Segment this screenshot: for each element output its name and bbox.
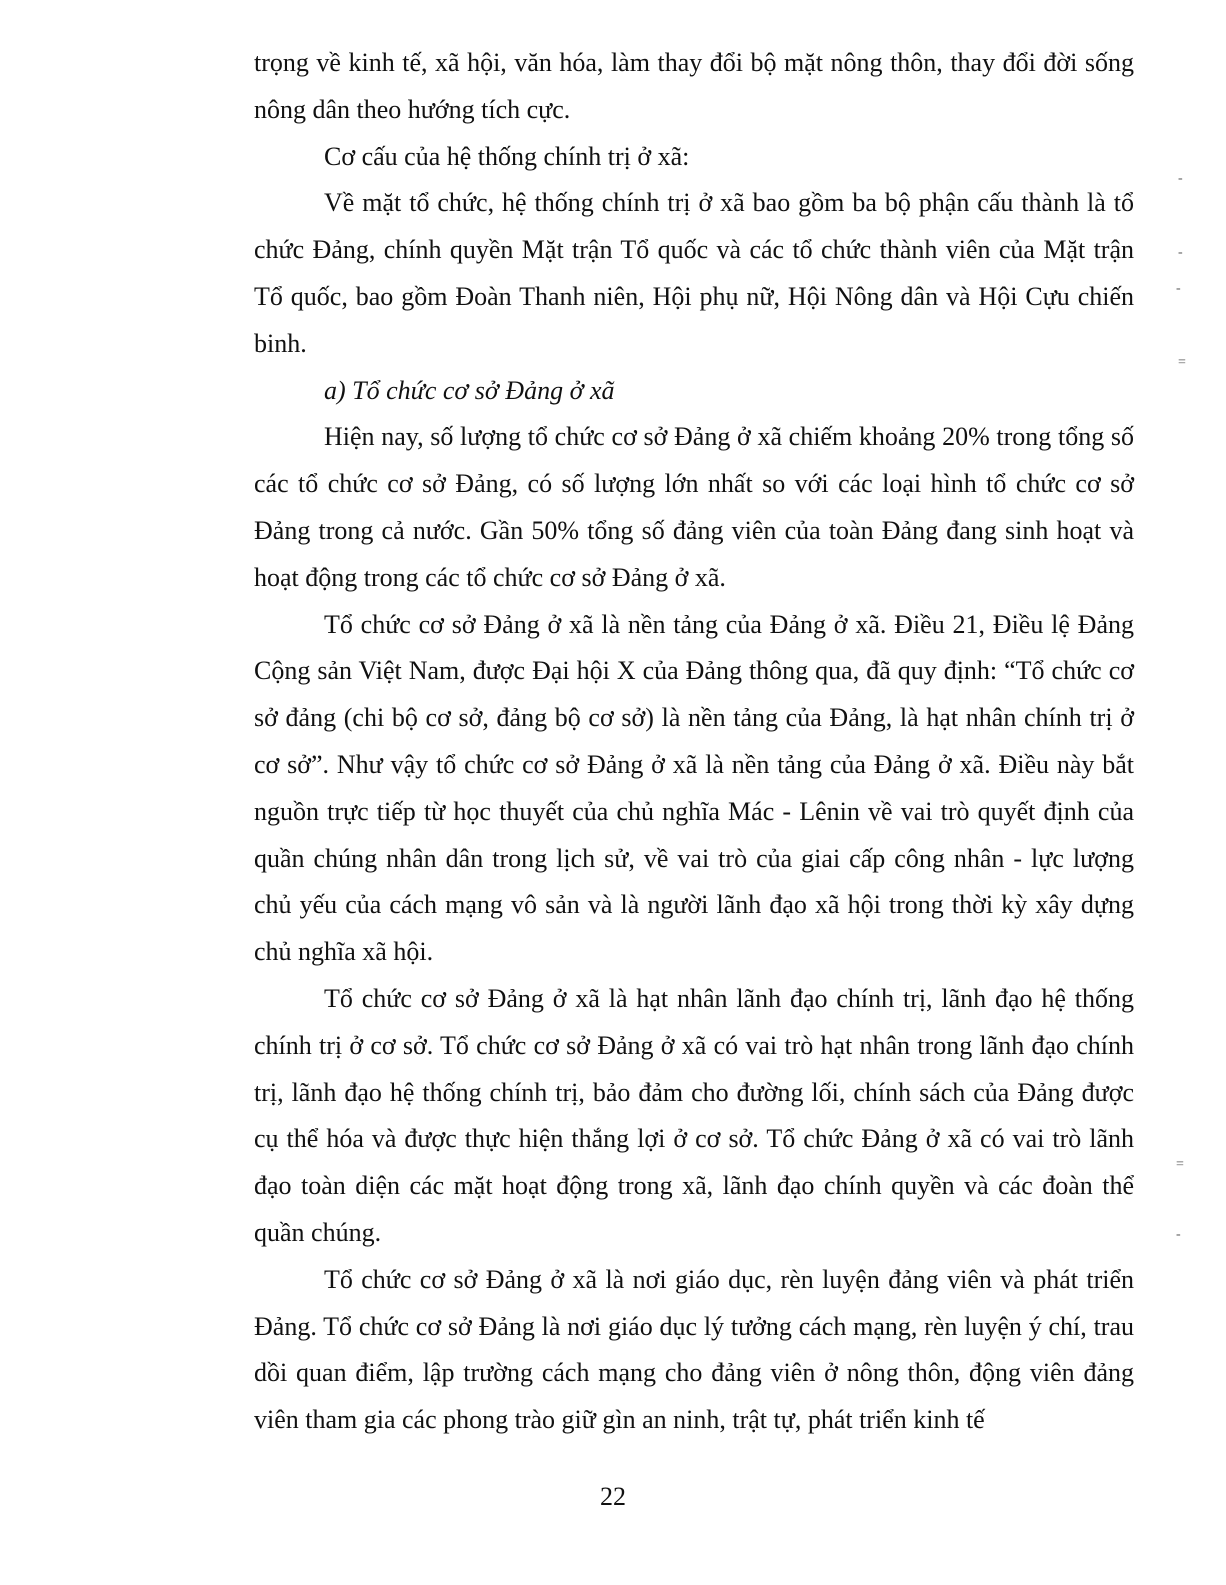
scan-speck: - — [1176, 1227, 1181, 1242]
scan-speck: = — [1178, 355, 1186, 370]
paragraph-5: Tổ chức cơ sở Đảng ở xã là nền tảng của Đảng ở xã. Điều 21, Điều lệ Đảng Cộng sản Việt Nam, được Đại hội X của Đảng thông qua, đã quy định: “Tổ chức cơ sở đảng (chi bộ cơ sở, đảng bộ cơ sở) là nền tảng của Đảng, là hạt nhân chính trị ở cơ sở”. Như vậy tổ chức cơ sở Đảng ở xã là nền tảng của Đảng ở xã. Điều này bắt nguồn trực tiếp từ học thuyết của chủ nghĩa Mác - Lênin về vai trò quyết định của quần chúng nhân dân trong lịch sử, về vai trò của giai cấp công nhân - lực lượng chủ yếu của cách mạng vô sản và là người lãnh đạo xã hội trong thời kỳ xây dựng chủ nghĩa xã hội. — [254, 609, 1134, 967]
paragraph-2: Cơ cấu của hệ thống chính trị ở xã: — [324, 141, 690, 171]
scan-speck: - — [1178, 171, 1183, 186]
paragraph-4: Hiện nay, số lượng tổ chức cơ sở Đảng ở xã chiếm khoảng 20% trong tổng số các tổ chức cơ sở Đảng, có số lượng lớn nhất so với các loại hình tổ chức cơ sở Đảng trong cả nước. Gần 50% tổng số đảng viên của toàn Đảng đang sinh hoạt và hoạt động trong các tổ chức cơ sở Đảng ở xã. — [254, 422, 1134, 592]
paragraph-6: Tổ chức cơ sở Đảng ở xã là hạt nhân lãnh đạo chính trị, lãnh đạo hệ thống chính trị ở cơ sở. Tổ chức cơ sở Đảng ở xã có vai trò hạt nhân trong lãnh đạo chính trị, lãnh đạo hệ thống chính trị, bảo đảm cho đường lối, chính sách của Đảng được cụ thể hóa và được thực hiện thắng lợi ở cơ sở. Tổ chức Đảng ở xã có vai trò lãnh đạo toàn diện các mặt hoạt động trong xã, lãnh đạo chính quyền và các đoàn thể quần chúng. — [254, 983, 1134, 1247]
section-heading: a) Tổ chức cơ sở Đảng ở xã — [324, 375, 615, 405]
scan-speck: = — [1176, 1157, 1184, 1172]
scan-speck: - — [1176, 281, 1181, 296]
paragraph-3: Về mặt tổ chức, hệ thống chính trị ở xã bao gồm ba bộ phận cấu thành là tổ chức Đảng, chính quyền Mặt trận Tổ quốc và các tổ chức thành viên của Mặt trận Tổ quốc, bao gồm Đoàn Thanh niên, Hội phụ nữ, Hội Nông dân và Hội Cựu chiến binh. — [254, 188, 1134, 358]
document-body — [254, 40, 1134, 1444]
paragraph-1: trọng về kinh tế, xã hội, văn hóa, làm thay đổi bộ mặt nông thôn, thay đổi đời sống nông dân theo hướng tích cực. — [254, 48, 1134, 124]
scan-speck: - — [1178, 245, 1183, 260]
page-number: 22 — [600, 1482, 626, 1511]
paragraph-7: Tổ chức cơ sở Đảng ở xã là nơi giáo dục, rèn luyện đảng viên và phát triển Đảng. Tổ chức cơ sở Đảng là nơi giáo dục lý tưởng cách mạng, rèn luyện ý chí, trau dồi quan điểm, lập trường cách mạng cho đảng viên ở nông thôn, động viên đảng viên tham gia các phong trào giữ gìn an ninh, trật tự, phát triển kinh tế — [254, 1264, 1134, 1435]
